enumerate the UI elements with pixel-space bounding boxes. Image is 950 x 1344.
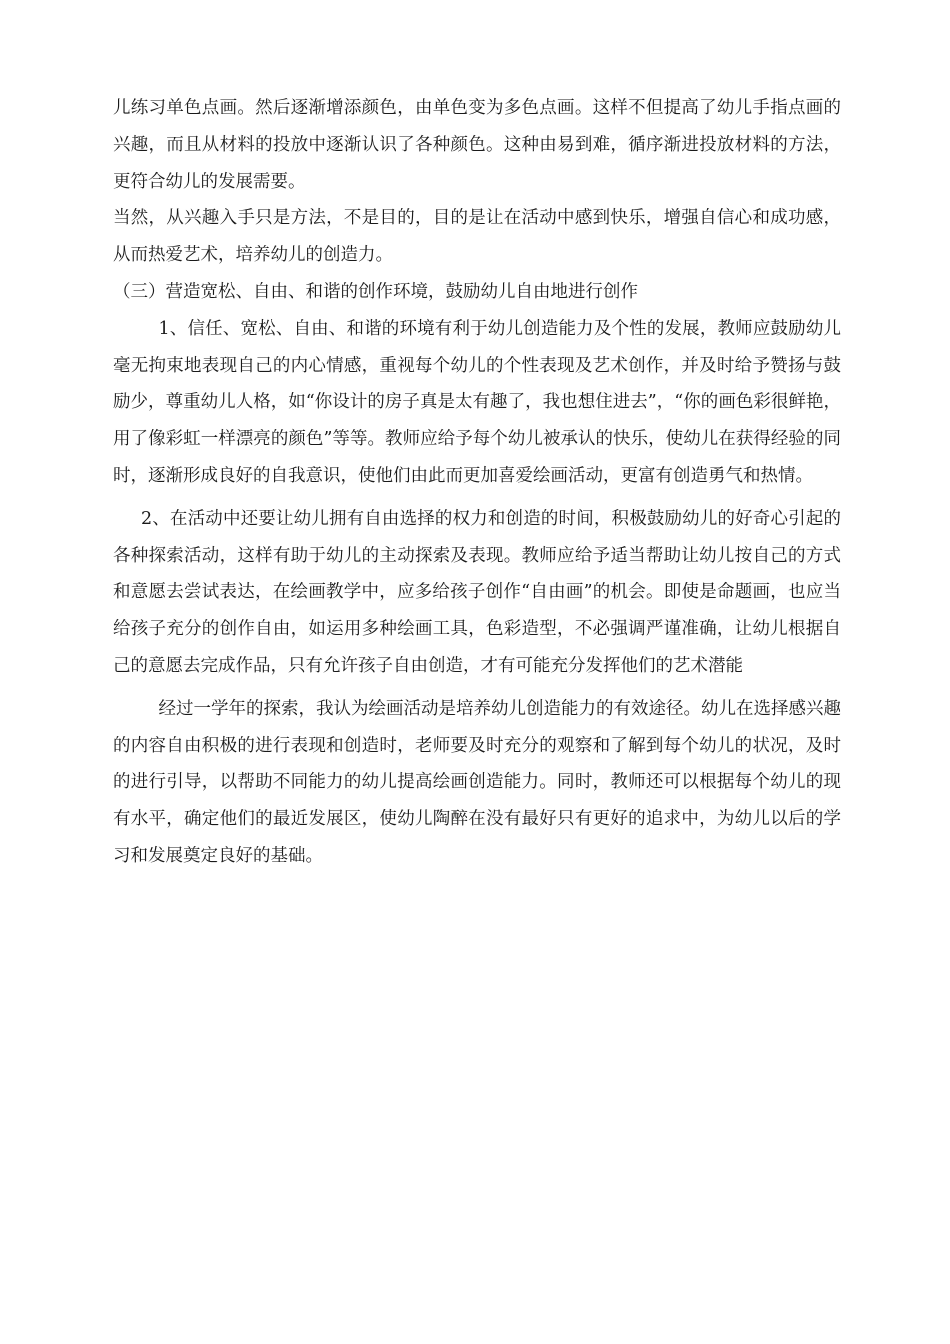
- paragraph-point-1: 1、信任、宽松、自由、和谐的环境有利于幼儿创造能力及个性的发展，教师应鼓励幼儿毫无拘束地表现自己的内心情感，重视每个幼儿的个性表现及艺术创作，并及时给予赞扬与鼓励少，尊重幼儿人格，如“你设计的房子真是太有趣了，我也想住进去”，“你的画色彩很鲜艳，用了像彩虹一样漂亮的颜色”等等。教师应给予每个幼儿被承认的快乐，使幼儿在获得经验的同时，逐渐形成良好的自我意识，使他们由此而更加喜爱绘画活动，更富有创造勇气和热情。: [113, 318, 841, 486]
- paragraph-point-2: 2、在活动中还要让幼儿拥有自由选择的权力和创造的时间，积极鼓励幼儿的好奇心引起的各种探索活动，这样有助于幼儿的主动探索及表现。教师应给予适当帮助让幼儿按自己的方式和意愿去尝试表达，在绘画教学中，应多给孩子创作“自由画”的机会。即使是命题画，也应当给孩子充分的创作自由，如运用多种绘画工具，色彩造型，不必强调严谨准确，让幼儿根据自己的意愿去完成作品，只有允许孩子自由创造，才有可能充分发挥他们的艺术潜能: [113, 508, 841, 676]
- section-heading-3: （三）营造宽松、自由、和谐的创作环境，鼓励幼儿自由地进行创作: [113, 281, 638, 302]
- paragraph-interest: 当然，从兴趣入手只是方法，不是目的，目的是让在活动中感到快乐，增强自信心和成功感，从而热爱艺术，培养幼儿的创造力。: [113, 208, 841, 266]
- paragraph-dot-painting: 儿练习单色点画。然后逐渐增添颜色，由单色变为多色点画。这样不但提高了幼儿手指点画的兴趣，而且从材料的投放中逐渐认识了各种颜色。这种由易到难，循序渐进投放材料的方法，更符合幼儿的发展需要。: [113, 98, 841, 192]
- paragraph-conclusion: 经过一学年的探索，我认为绘画活动是培养幼儿创造能力的有效途径。幼儿在选择感兴趣的内容自由积极的进行表现和创造时，老师要及时充分的观察和了解到每个幼儿的状况，及时的进行引导，以帮助不同能力的幼儿提高绘画创造能力。同时，教师还可以根据每个幼儿的现有水平，确定他们的最近发展区，使幼儿陶醉在没有最好只有更好的追求中，为幼儿以后的学习和发展奠定良好的基础。: [113, 698, 841, 866]
- document-body: [113, 90, 841, 875]
